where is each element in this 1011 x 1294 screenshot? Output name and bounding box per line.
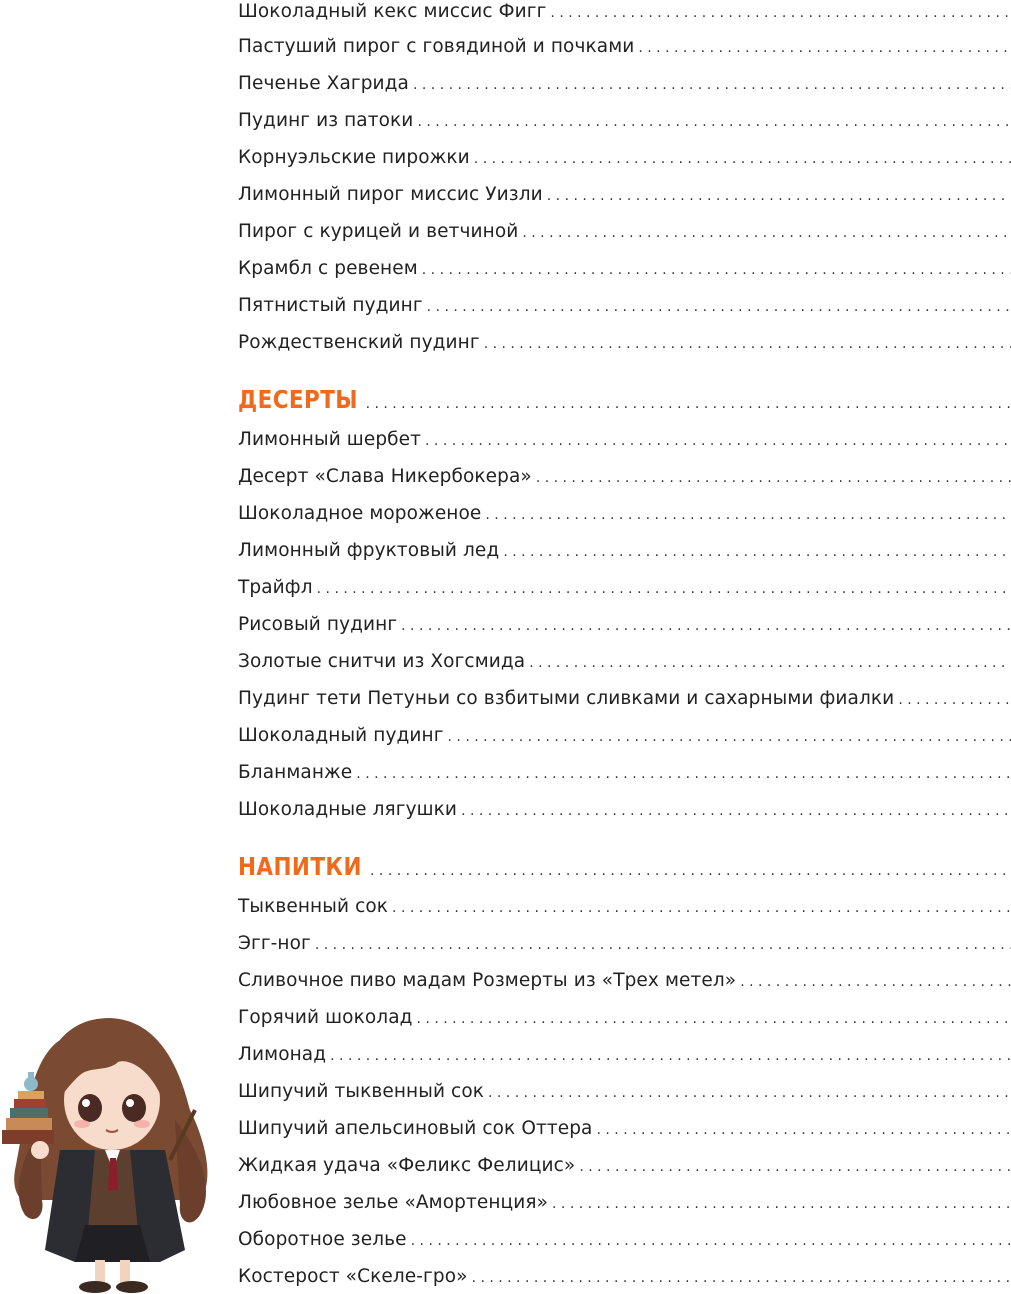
toc-entry[interactable]: Лимонад . . . — [238, 1040, 1011, 1070]
toc-entry[interactable]: Шоколадные лягушки . . . — [238, 795, 1011, 825]
toc-entry[interactable]: Шоколадный кекс миссис Фигг . . . — [238, 0, 1011, 27]
toc-entry[interactable]: Золотые снитчи из Хогсмида . . . — [238, 647, 1011, 677]
toc-entry[interactable]: Лимонный шербет . . . — [238, 425, 1011, 455]
dot-leader — [401, 611, 1011, 641]
toc-entry[interactable]: Пудинг тети Петуньи со взбитыми сливками и сахарными фиалки . . . — [238, 684, 1011, 714]
toc-entry[interactable]: Рисовый пудинг . . . — [238, 610, 1011, 640]
dot-leader — [550, 0, 1011, 28]
dot-leader — [638, 33, 1011, 63]
dot-leader — [370, 856, 1011, 886]
dot-leader — [422, 255, 1011, 285]
toc-entry[interactable]: Бланманже . . . — [238, 758, 1011, 788]
toc-entry[interactable]: Любовное зелье «Амортенция» . . . — [238, 1188, 1011, 1218]
toc-entry[interactable]: Эгг-ног . . . — [238, 929, 1011, 959]
toc-entry[interactable]: Шоколадное мороженое . . . — [238, 499, 1011, 529]
toc-entry[interactable]: Пудинг из патоки . . . — [238, 106, 1011, 136]
dot-leader — [536, 463, 1011, 493]
toc-entry[interactable]: Рождественский пудинг . . . — [238, 328, 1011, 358]
toc-entry[interactable]: Жидкая удача «Феликс Фелицис» . . . — [238, 1151, 1011, 1181]
section-heading-desserts[interactable]: ДЕСЕРТЫ . . . — [238, 385, 1011, 415]
dot-leader — [503, 537, 1011, 567]
toc-entry[interactable]: Горячий шоколад . . . — [238, 1003, 1011, 1033]
dot-leader — [740, 967, 1011, 997]
dot-leader — [330, 1041, 1011, 1071]
toc-entry[interactable]: Пятнистый пудинг . . . — [238, 291, 1011, 321]
toc-entry[interactable]: Печенье Хагрида . . . — [238, 69, 1011, 99]
dot-leader — [425, 426, 1011, 456]
dot-leader — [474, 144, 1011, 174]
section-heading-drinks[interactable]: НАПИТКИ . . . — [238, 852, 1011, 882]
dot-leader — [898, 685, 1011, 715]
dot-leader — [448, 722, 1011, 752]
toc-entry[interactable]: Шоколадный пудинг . . . — [238, 721, 1011, 751]
dot-leader — [529, 648, 1011, 678]
girl-with-books-icon — [0, 1000, 220, 1294]
toc-entry[interactable]: Тыквенный сок . . . — [238, 892, 1011, 922]
dot-leader — [488, 1078, 1011, 1108]
dot-leader — [427, 292, 1011, 322]
dot-leader — [461, 796, 1011, 826]
dot-leader — [411, 1226, 1011, 1256]
toc-entry[interactable]: Шипучий тыквенный сок . . . — [238, 1077, 1011, 1107]
toc-entry[interactable]: Десерт «Слава Никербокера» . . . — [238, 462, 1011, 492]
dot-leader — [579, 1152, 1011, 1182]
dot-leader — [392, 893, 1011, 923]
dot-leader — [484, 329, 1011, 359]
dot-leader — [413, 70, 1011, 100]
dot-leader — [472, 1263, 1011, 1293]
dot-leader — [522, 218, 1011, 248]
dot-leader — [315, 930, 1011, 960]
dot-leader — [356, 759, 1011, 789]
dot-leader — [547, 181, 1011, 211]
dot-leader — [597, 1115, 1011, 1145]
dot-leader — [417, 1004, 1011, 1034]
toc-entry[interactable]: Крамбл с ревенем . . . — [238, 254, 1011, 284]
toc-entry[interactable]: Лимонный фруктовый лед . . . — [238, 536, 1011, 566]
toc-entry[interactable]: Костерост «Скеле-гро» . . . — [238, 1262, 1011, 1292]
toc-entry[interactable]: Сливочное пиво мадам Розмерты из «Трех метел» . . . — [238, 966, 1011, 996]
toc-entry[interactable]: Шипучий апельсиновый сок Оттера . . . — [238, 1114, 1011, 1144]
dot-leader — [417, 107, 1011, 137]
dot-leader — [485, 500, 1011, 530]
toc-entry[interactable]: Оборотное зелье . . . — [238, 1225, 1011, 1255]
dot-leader — [317, 574, 1011, 604]
toc-entry[interactable]: Корнуэльские пирожки . . . — [238, 143, 1011, 173]
toc-entry[interactable]: Пирог с курицей и ветчиной . . . — [238, 217, 1011, 247]
dot-leader — [366, 389, 1011, 419]
toc-entry[interactable]: Трайфл . . . — [238, 573, 1011, 603]
toc-entry[interactable]: Лимонный пирог миссис Уизли . . . — [238, 180, 1011, 210]
dot-leader — [552, 1189, 1011, 1219]
toc-entry[interactable]: Пастуший пирог с говядиной и почками . . . — [238, 32, 1011, 62]
